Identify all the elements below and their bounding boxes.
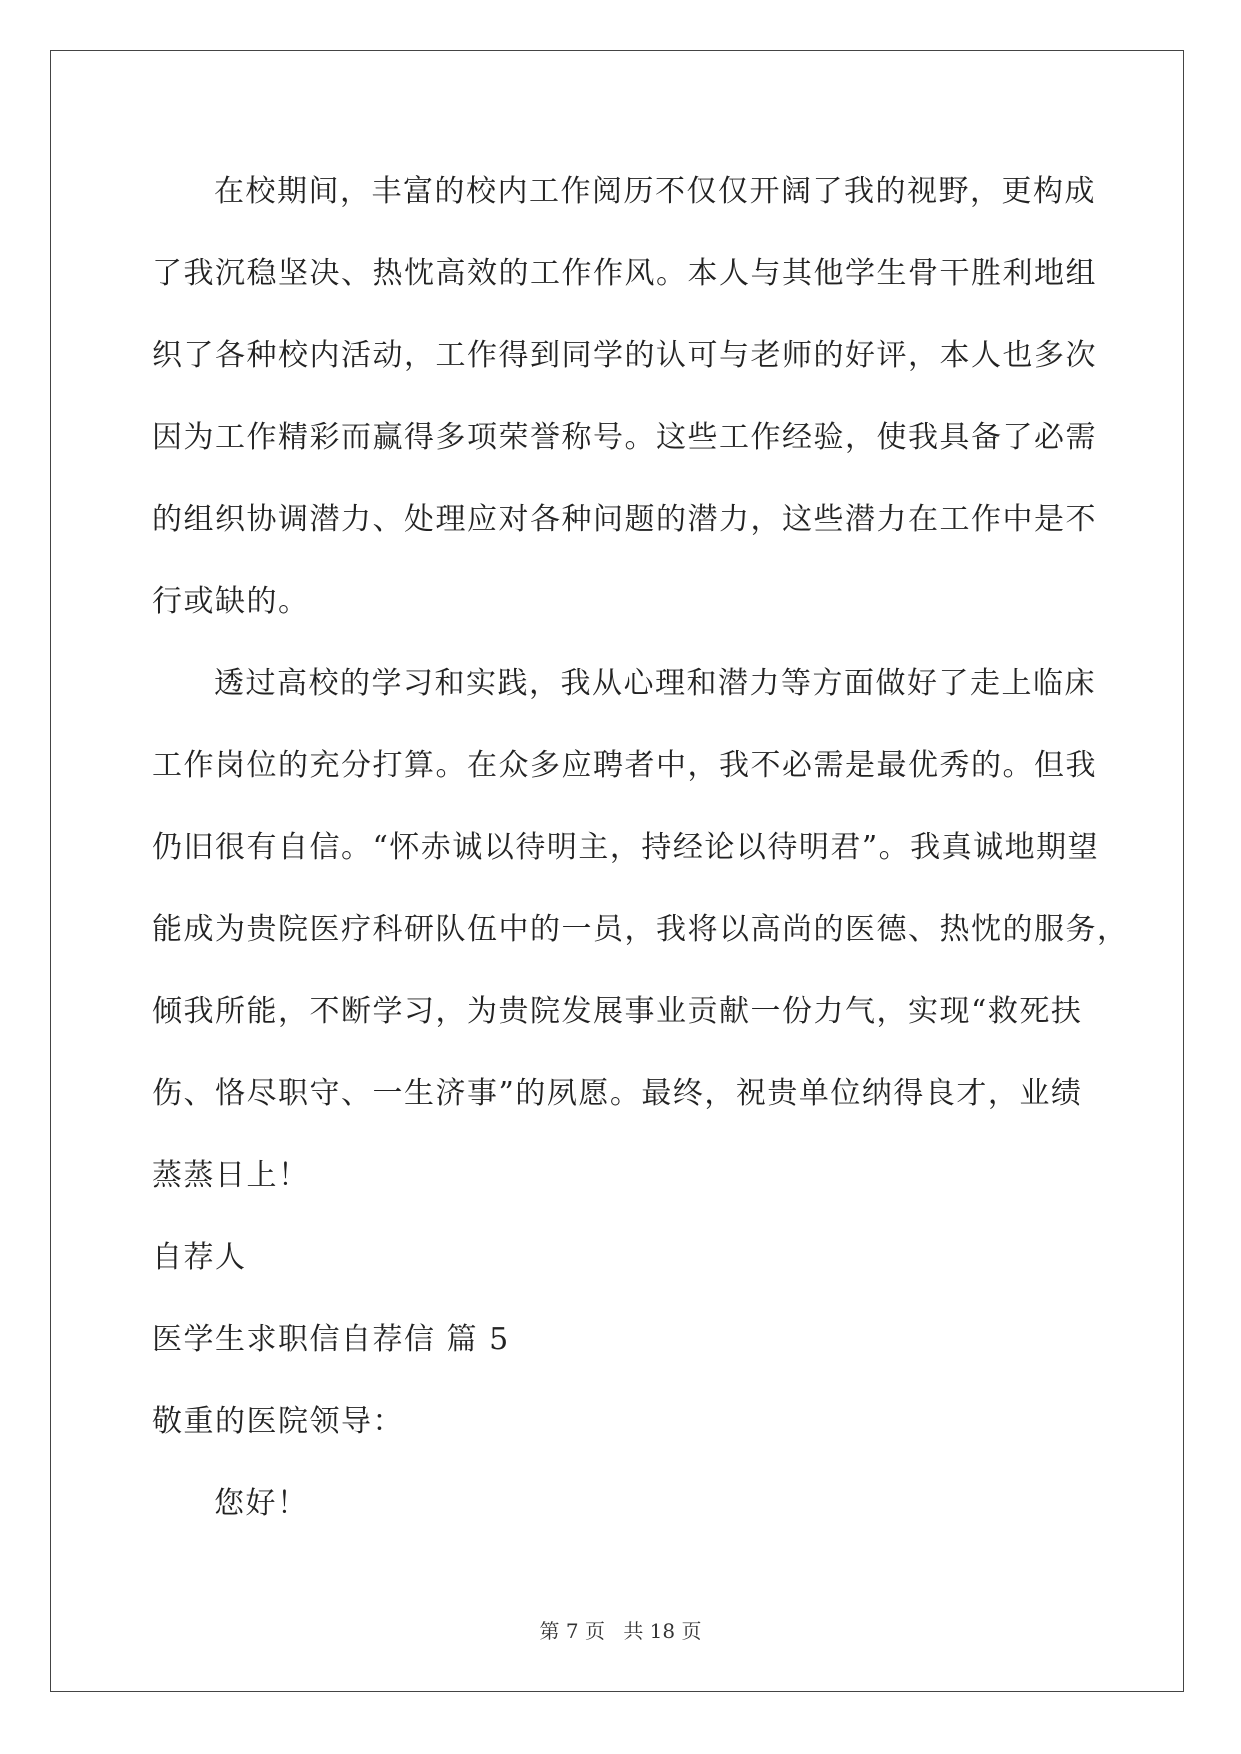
- document-body: [152, 160, 1129, 1554]
- paragraph-study-practice: [152, 652, 1129, 1226]
- salutation: 敬重的医院领导：: [152, 1404, 404, 1439]
- text-line: 能成为贵院医疗科研队伍中的一员，我将以高尚的医德、热忱的服务，: [152, 912, 1129, 947]
- section-title: 医学生求职信自荐信 篇 5: [152, 1322, 510, 1357]
- text-line: 蒸蒸日上！: [152, 1158, 310, 1193]
- text-line: 倾我所能，不断学习，为贵院发展事业贡献一份力气，实现“救死扶: [152, 994, 1083, 1029]
- text-line: 行或缺的。: [152, 584, 310, 619]
- text-line: 伤、恪尽职守、一生济事”的夙愿。最终，祝贵单位纳得良才，业绩: [152, 1076, 1083, 1111]
- text-line: 仍旧很有自信。“怀赤诚以待明主，持经论以待明君”。我真诚地期望: [152, 830, 1100, 865]
- greeting: 您好！: [214, 1486, 309, 1521]
- page-number: 第 7 页: [539, 1619, 605, 1643]
- page-total: 共 18 页: [623, 1619, 702, 1643]
- text-line: 织了各种校内活动，工作得到同学的认可与老师的好评，本人也多次: [152, 338, 1097, 373]
- text-line: 的组织协调潜力、处理应对各种问题的潜力，这些潜力在工作中是不: [152, 502, 1097, 537]
- text-line: 工作岗位的充分打算。在众多应聘者中，我不必需是最优秀的。但我: [152, 748, 1097, 783]
- paragraph-campus-experience: [152, 160, 1097, 652]
- text-line: 在校期间，丰富的校内工作阅历不仅仅开阔了我的视野，更构成: [214, 174, 1096, 209]
- text-line: 因为工作精彩而赢得多项荣誉称号。这些工作经验，使我具备了必需: [152, 420, 1097, 455]
- page-footer: [0, 1615, 1241, 1644]
- text-line: 了我沉稳坚决、热忱高效的工作作风。本人与其他学生骨干胜利地组: [152, 256, 1097, 291]
- text-line: 透过高校的学习和实践，我从心理和潜力等方面做好了走上临床: [214, 666, 1096, 701]
- signature: 自荐人: [152, 1240, 247, 1275]
